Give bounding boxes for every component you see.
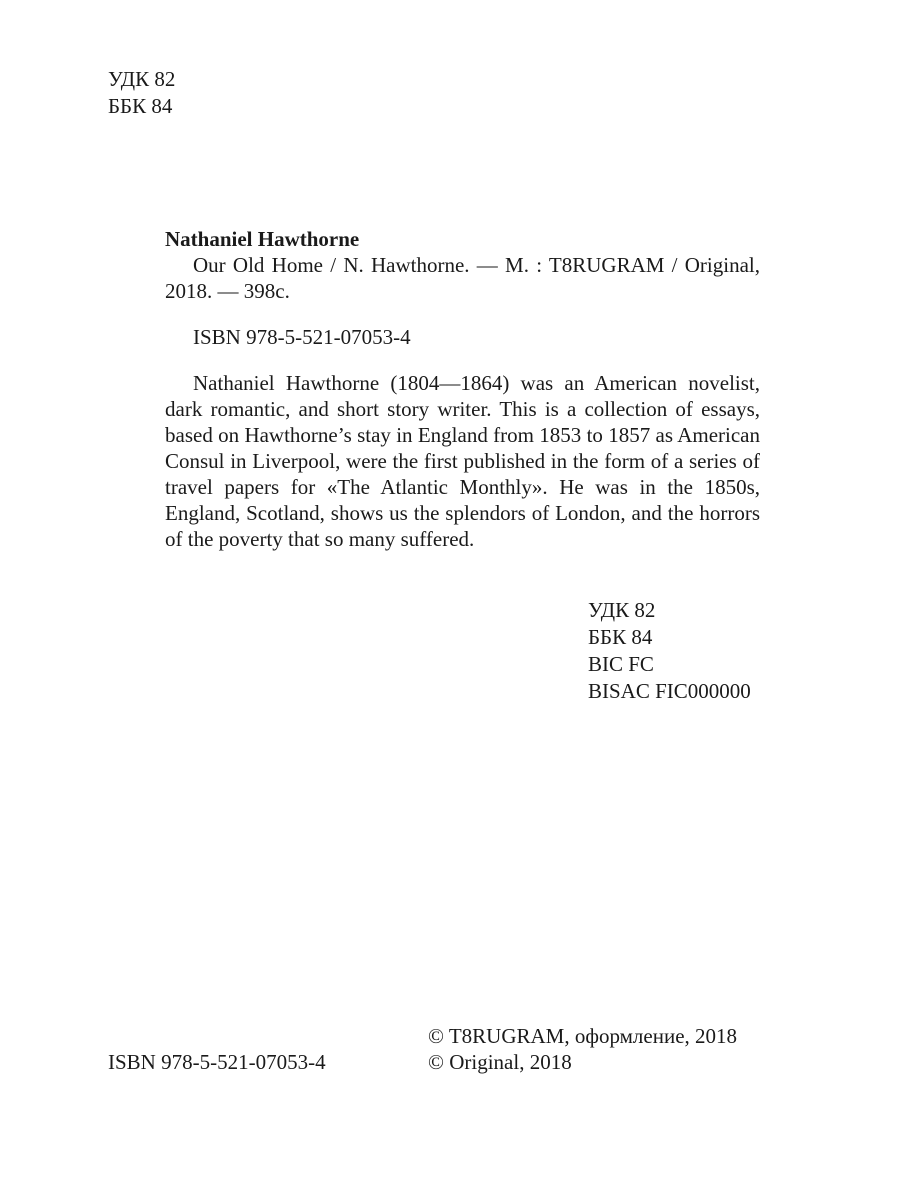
classification-codes-top [108, 66, 175, 120]
udk-code-right: УДК 82 [588, 598, 656, 622]
author-name: Nathaniel Hawthorne [165, 227, 360, 251]
copyright-notices [428, 1023, 737, 1075]
classification-codes-right [588, 597, 751, 705]
isbn-line: ISBN 978-5-521-07053-4 [193, 325, 411, 349]
isbn-footer: ISBN 978-5-521-07053-4 [108, 1050, 326, 1074]
copyright-original: © Original, 2018 [428, 1050, 572, 1074]
bbk-code-right: ББК 84 [588, 625, 653, 649]
bibliographic-record [165, 226, 760, 552]
bibliographic-description: Our Old Home / N. Hawthorne. — M. : T8RUGRAM / Original, 2018. — 398c. [165, 253, 760, 303]
bic-code: BIC FC [588, 652, 654, 676]
bbk-code: ББК 84 [108, 94, 173, 118]
copyright-design: © T8RUGRAM, оформление, 2018 [428, 1024, 738, 1048]
book-annotation: Nathaniel Hawthorne (1804—1864) was an American novelist, dark romantic, and short story writer. This is a collection of essays, based on Hawthorne’s stay in England from 1853 to 1857 as American Consul in Liverpool, were the first published in the form of a series of travel papers for «The Atlantic Monthly». He was in the 1850s, England, Scotland, shows us the splendors of London, and the horrors of the poverty that so many suffered. [165, 371, 760, 551]
udk-code: УДК 82 [108, 67, 176, 91]
bisac-code: BISAC FIC000000 [588, 679, 751, 703]
